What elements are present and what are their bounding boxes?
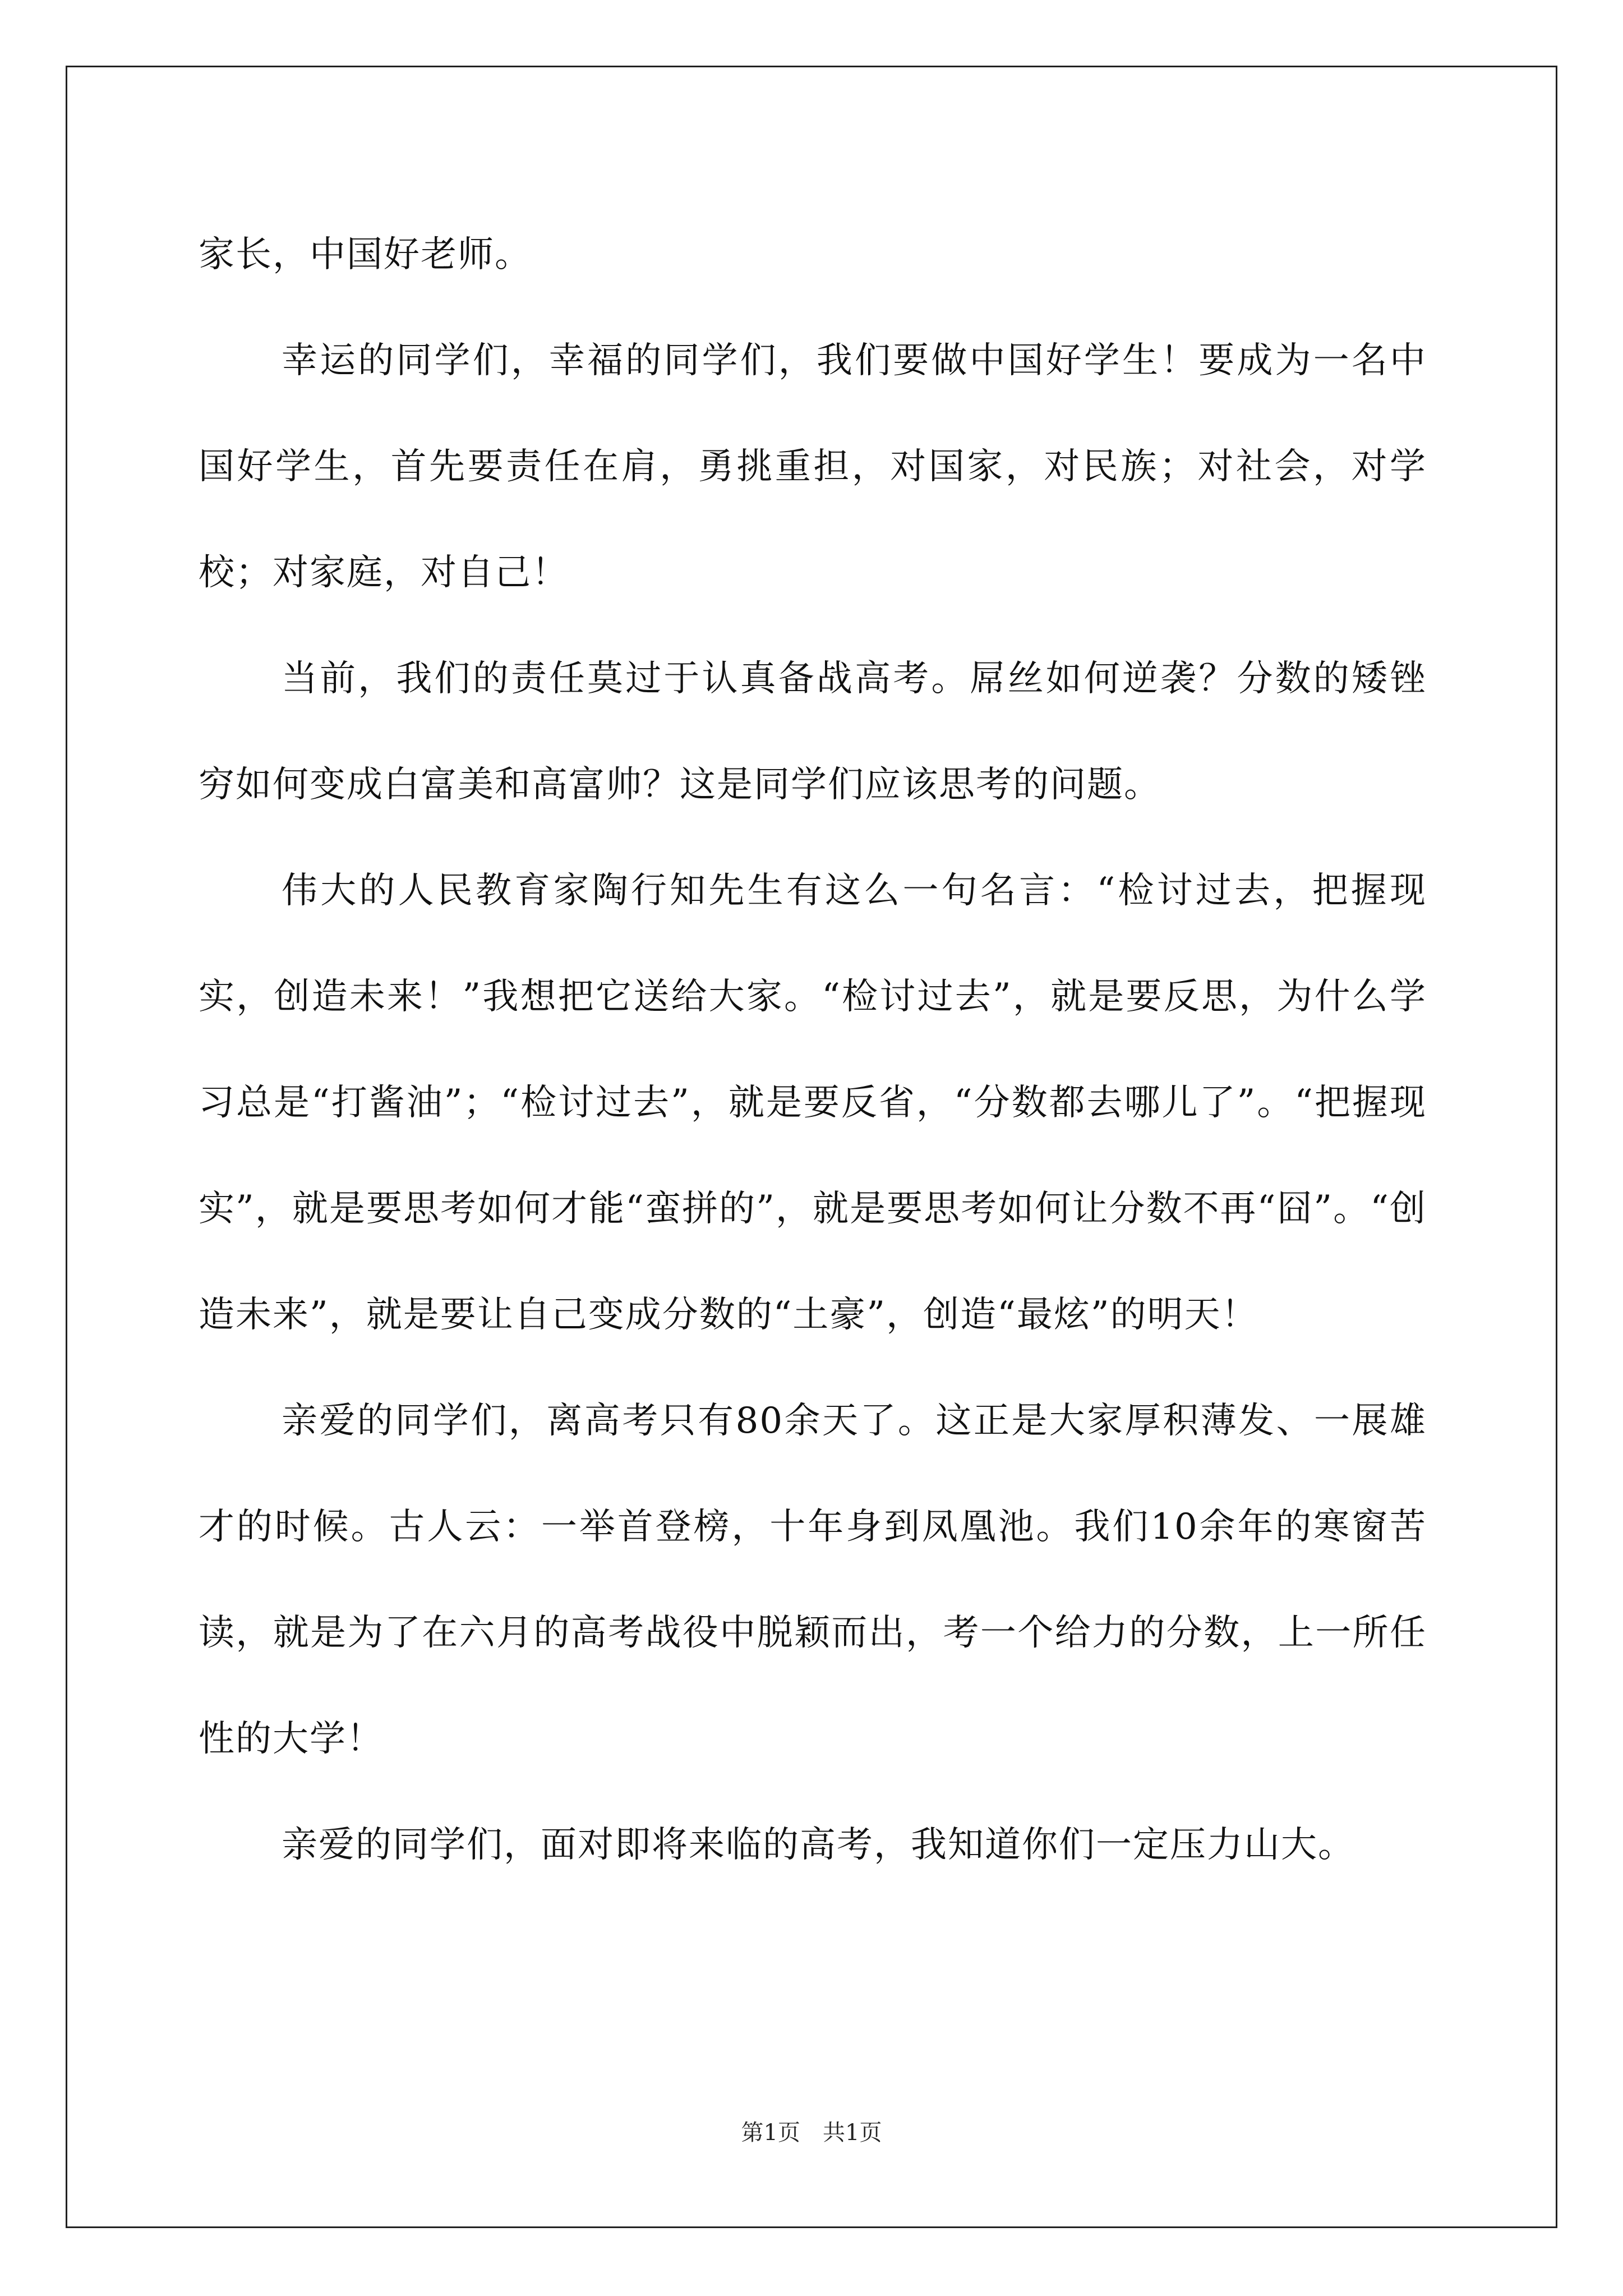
paragraph-3: 当前，我们的责任莫过于认真备战高考。屌丝如何逆袭？分数的矮锉穷如何变成白富美和高富帅？这是同学们应该思考的问题。 (199, 658, 1427, 806)
paragraph-4: 伟大的人民教育家陶行知先生有这么一句名言：“检讨过去，把握现实，创造未来！”我想把它送给大家。“检讨过去”，就是要反思，为什么学习总是“打酱油”；“检讨过去”，就是要反省，“分数都去哪儿了”。“把握现实”，就是要思考如何才能“蛮拼的”，就是要思考如何让分数不再“囧”。“创造未来”，就是要让自己变成分数的“土豪”，创造“最炫”的明天！ (199, 870, 1427, 1336)
paragraph-2: 幸运的同学们，幸福的同学们，我们要做中国好学生！要成为一名中国好学生，首先要责任在肩，勇挑重担，对国家，对民族；对社会，对学校；对家庭，对自己！ (199, 340, 1427, 593)
paragraph-5: 亲爱的同学们，离高考只有80余天了。这正是大家厚积薄发、一展雄才的时候。古人云：一举首登榜，十年身到凤凰池。我们10余年的寒窗苦读，就是为了在六月的高考战役中脱颖而出，考一个给力的分数，上一所任性的大学！ (199, 1400, 1427, 1760)
page-footer (0, 2115, 1623, 2147)
document-body (199, 202, 1427, 1898)
paragraph-6: 亲爱的同学们，面对即将来临的高考，我知道你们一定压力山大。 (282, 1824, 1355, 1866)
page-number: 第1页 (741, 2120, 800, 2146)
paragraph-1: 家长，中国好老师。 (199, 234, 532, 275)
page-total: 共1页 (823, 2120, 882, 2146)
